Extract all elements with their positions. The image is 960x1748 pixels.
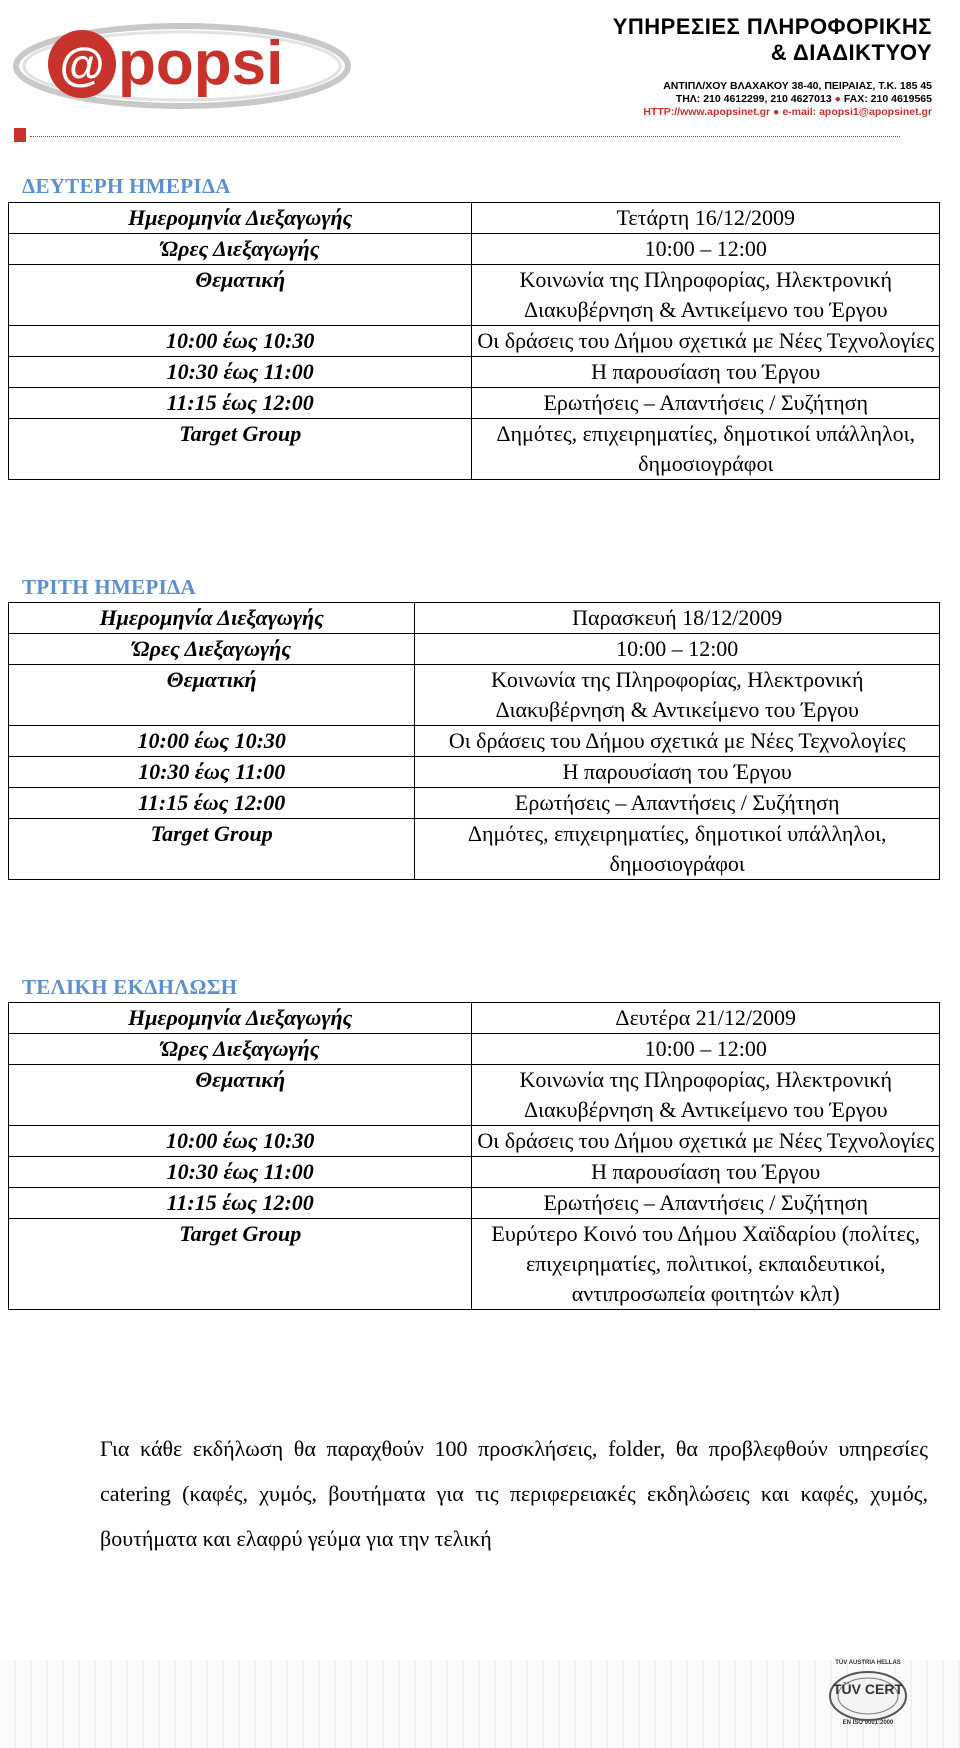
table-row	[9, 1188, 940, 1219]
row-label: 10:30 έως 11:00	[9, 357, 472, 388]
apopsi-logo	[12, 14, 352, 114]
section-title-final-event: ΤΕΛΙΚΗ ΕΚΔΗΛΩΣΗ	[22, 975, 238, 999]
table-row	[9, 1065, 940, 1126]
section-title-second-seminar: ΔΕΥΤΕΡΗ ΗΜΕΡΙΔΑ	[22, 174, 231, 198]
catering-paragraph: Για κάθε εκδήλωση θα παραχθούν 100 προσκλήσεις, folder, θα προβλεφθούν υπηρεσίες catering (καφές, χυμός, βουτήματα για τις περιφερειακές εκδηλώσεις και καφές, χυμός, βουτήματα και ελαφρύ γεύμα για την τελική	[100, 1436, 928, 1551]
dotted-divider	[30, 136, 900, 137]
row-value: Κοινωνία της Πληροφορίας, Ηλεκτρονική Διακυβέρνηση & Αντικείμενο του Έργου	[472, 1065, 940, 1126]
company-address: ΑΝΤΙΠΛ/ΧΟΥ ΒΛΑΧΑΚΟΥ 38-40, ΠΕΙΡΑΙΑΣ, Τ.Κ. 185 45	[663, 80, 932, 92]
row-label: Θεματική	[9, 265, 472, 326]
table-row	[9, 388, 940, 419]
row-value: 10:00 – 12:00	[415, 634, 940, 665]
row-value: 10:00 – 12:00	[472, 1034, 940, 1065]
table-row	[9, 1219, 940, 1310]
company-web	[512, 106, 932, 119]
row-value: Οι δράσεις του Δήμου σχετικά με Νέες Τεχνολογίες	[472, 1126, 940, 1157]
company-name-line1: ΥΠΗΡΕΣΙΕΣ ΠΛΗΡΟΦΟΡΙΚΗΣ	[612, 14, 932, 39]
row-label: Ώρες Διεξαγωγής	[9, 234, 472, 265]
row-value: Τετάρτη 16/12/2009	[472, 203, 940, 234]
logo-wordmark: popsi	[118, 29, 284, 98]
company-info	[512, 14, 932, 119]
table-row	[9, 788, 940, 819]
row-label: 10:00 έως 10:30	[9, 326, 472, 357]
table-row	[9, 665, 940, 726]
row-value: Ευρύτερο Κοινό του Δήμου Χαϊδαρίου (πολίτες, επιχειρηματίες, πολιτικοί, εκπαιδευτικοί, αντιπροσωπεία φοιτητών κλπ)	[472, 1219, 940, 1310]
company-name-line2: & ΔΙΑΔΙΚΤΥΟΥ	[770, 40, 932, 65]
row-value: Ερωτήσεις – Απαντήσεις / Συζήτηση	[472, 388, 940, 419]
row-label: Target Group	[9, 1219, 472, 1310]
cert-issuer: TÜV AUSTRIA HELLAS	[835, 1660, 901, 1666]
row-label: Ημερομηνία Διεξαγωγής	[9, 203, 472, 234]
table-row	[9, 1034, 940, 1065]
row-value: Η παρουσίαση του Έργου	[472, 357, 940, 388]
row-value: Οι δράσεις του Δήμου σχετικά με Νέες Τεχνολογίες	[415, 726, 940, 757]
row-value: Ερωτήσεις – Απαντήσεις / Συζήτηση	[415, 788, 940, 819]
tuv-certification	[818, 1660, 918, 1746]
table-row	[9, 419, 940, 480]
row-label: Ώρες Διεξαγωγής	[9, 634, 415, 665]
website-link[interactable]: HTTP://www.apopsinet.gr	[643, 106, 771, 118]
phone-numbers: ΤΗΛ: 210 4612299, 210 4627013	[675, 93, 832, 105]
email-link[interactable]: e-mail: apopsi1@apopsinet.gr	[782, 106, 932, 118]
row-label: Θεματική	[9, 1065, 472, 1126]
bullet-icon: ●	[834, 93, 841, 105]
table-row	[9, 1003, 940, 1034]
row-label: 10:30 έως 11:00	[9, 757, 415, 788]
row-label: 10:30 έως 11:00	[9, 1157, 472, 1188]
row-value: Ερωτήσεις – Απαντήσεις / Συζήτηση	[472, 1188, 940, 1219]
tuv-cert-logo-icon	[828, 1670, 908, 1722]
row-value: Δευτέρα 21/12/2009	[472, 1003, 940, 1034]
row-value: Κοινωνία της Πληροφορίας, Ηλεκτρονική Διακυβέρνηση & Αντικείμενο του Έργου	[415, 665, 940, 726]
bullet-icon: ●	[773, 106, 780, 118]
company-phones	[512, 93, 932, 106]
table-row	[9, 757, 940, 788]
cert-standard: EN ISO 9001:2000	[842, 1720, 894, 1726]
row-label: 11:15 έως 12:00	[9, 388, 472, 419]
table-row	[9, 634, 940, 665]
schedule-table-final-event	[8, 1002, 940, 1310]
row-value: Παρασκευή 18/12/2009	[415, 603, 940, 634]
schedule-table-second-seminar	[8, 202, 940, 480]
row-value: 10:00 – 12:00	[472, 234, 940, 265]
table-row	[9, 357, 940, 388]
row-value: Κοινωνία της Πληροφορίας, Ηλεκτρονική Διακυβέρνηση & Αντικείμενο του Έργου	[472, 265, 940, 326]
row-label: Target Group	[9, 819, 415, 880]
table-row	[9, 1157, 940, 1188]
table-row	[9, 603, 940, 634]
footer-watermark	[0, 1660, 960, 1748]
table-row	[9, 819, 940, 880]
row-value: Δημότες, επιχειρηματίες, δημοτικοί υπάλληλοι, δημοσιογράφοι	[415, 819, 940, 880]
row-label: Θεματική	[9, 665, 415, 726]
row-label: Target Group	[9, 419, 472, 480]
row-label: 11:15 έως 12:00	[9, 788, 415, 819]
row-value: Οι δράσεις του Δήμου σχετικά με Νέες Τεχνολογίες	[472, 326, 940, 357]
table-row	[9, 326, 940, 357]
row-value: Η παρουσίαση του Έργου	[472, 1157, 940, 1188]
schedule-table-third-seminar	[8, 602, 940, 880]
red-square-icon	[14, 128, 26, 142]
row-label: Ημερομηνία Διεξαγωγής	[9, 603, 415, 634]
row-label: 10:00 έως 10:30	[9, 726, 415, 757]
row-label: 11:15 έως 12:00	[9, 1188, 472, 1219]
row-value: Δημότες, επιχειρηματίες, δημοτικοί υπάλληλοι, δημοσιογράφοι	[472, 419, 940, 480]
cert-logo-text: TÜV CERT	[833, 1681, 903, 1697]
header-rule	[14, 128, 938, 134]
row-value: Η παρουσίαση του Έργου	[415, 757, 940, 788]
row-label: Ημερομηνία Διεξαγωγής	[9, 1003, 472, 1034]
row-label: Ώρες Διεξαγωγής	[9, 1034, 472, 1065]
table-row	[9, 203, 940, 234]
table-row	[9, 265, 940, 326]
logo-at-sign: @	[59, 38, 105, 90]
table-row	[9, 1126, 940, 1157]
fax-number: FAX: 210 4619565	[843, 93, 932, 105]
row-label: 10:00 έως 10:30	[9, 1126, 472, 1157]
table-row	[9, 726, 940, 757]
table-row	[9, 234, 940, 265]
section-title-third-seminar: ΤΡΙΤΗ ΗΜΕΡΙΔΑ	[22, 575, 196, 599]
